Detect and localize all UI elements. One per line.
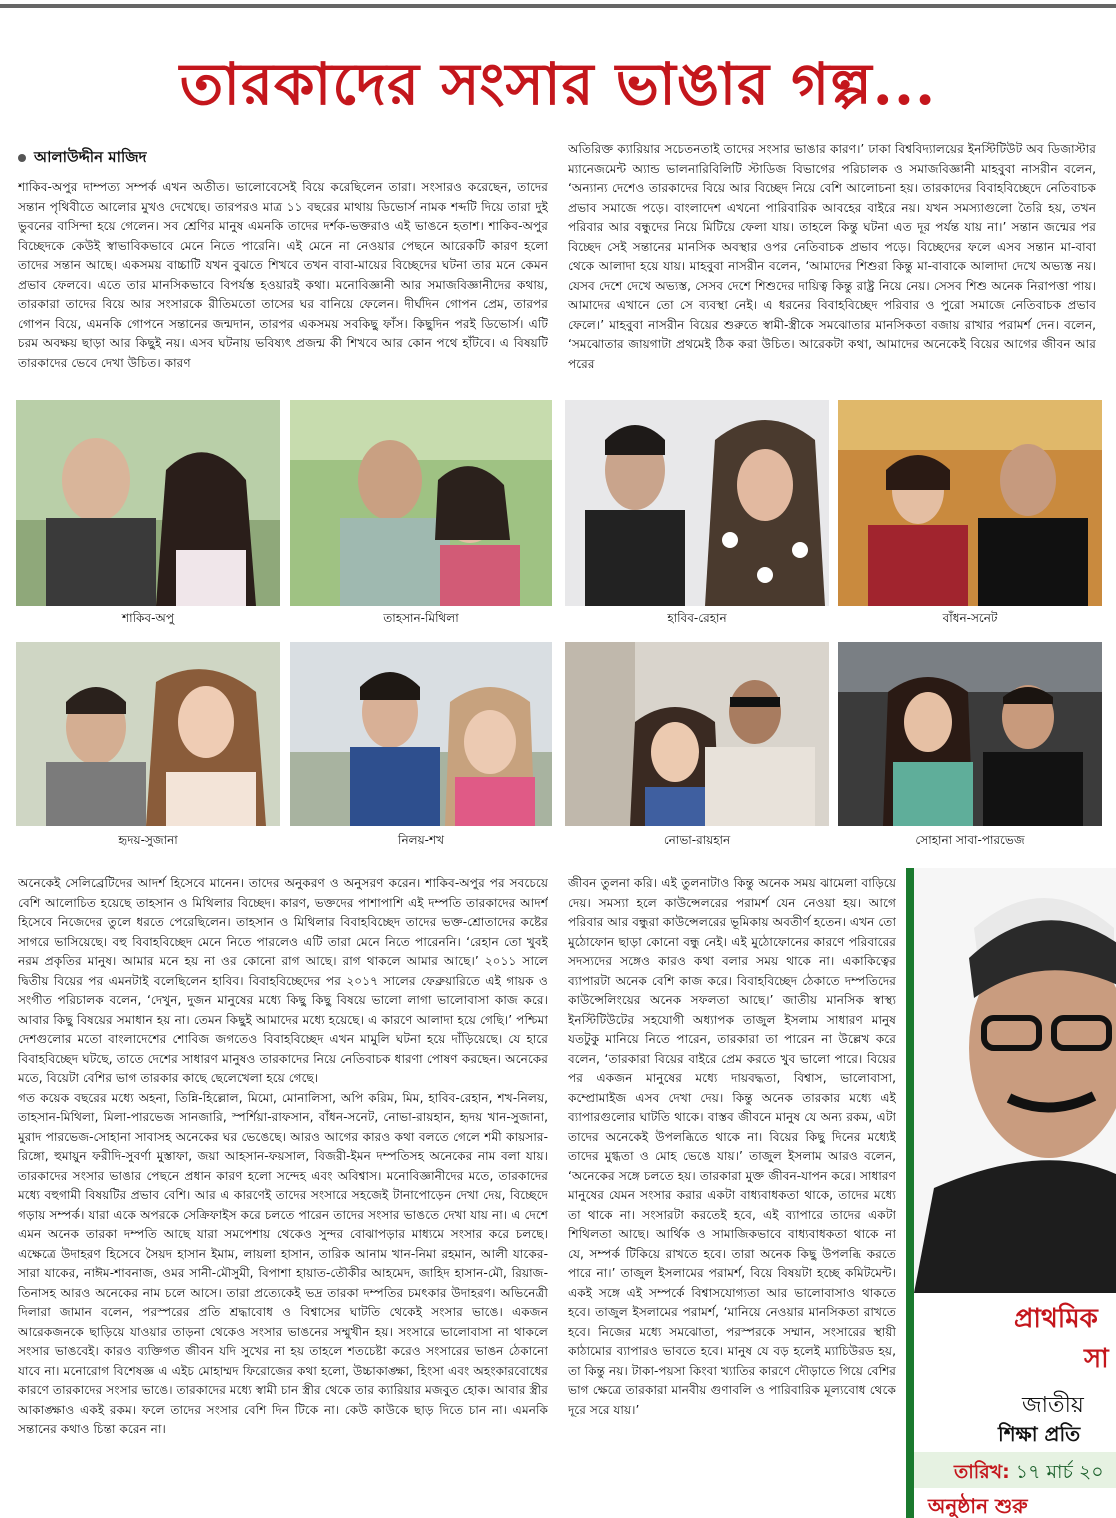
paragraph: জীবন তুলনা করি। এই তুলনাটাও কিন্তু অনেক সময় ঝামেলা বাড়িয়ে দেয়। সমস্যা হলে কাউন্সেলরের পরামর্শ যেন নেওয়া হয়। আগে পরিবার আর বন্ধুরা কাউন্সেলরের ভূমিকায় অবতীর্ণ হতেন। এখন তো মুঠোফোন ছাড়া কোনো বন্ধু নেই। এই মুঠোফোনের কারণে পরিবারের সদস্যদের সঙ্গেও কারও কথা বলার সময় থাকে না। একাকিত্বের ব্যাপারটা অনেক বেশি কাজ করে। বিবাহবিচ্ছেদ ঠেকাতে দম্পতিদের কাউন্সেলিংয়ের অনেক সফলতা আছে।’ জাতীয় মানসিক স্বাস্থ্য ইনস্টিটিউটের সহযোগী অধ্যাপক তাজুল ইসলাম সাধারণ মানুষ যতটুকু মানিয়ে নিতে পারেন, তারকারা তা পারেন না উল্লেখ করে বলেন, ‘তারকারা বিয়ের বাইরে প্রেম করতে খুব ভালো পারে। বিয়ের পর একজন মানুষের মধ্যে দায়বদ্ধতা, বিশ্বাস, ভালোবাসা, কম্প্রোমাইজ এসব দেখা দেয়। কিন্তু অনেক তারকার মধ্যে এই ব্যাপারগুলোর ঘাটতি থাকে। বাস্তব জীবনে মানুষ যে অন্য রকম, এটা তাদের অনেকেই উপলব্ধিতে থাকে না। বিয়ের কিছু দিনের মধ্যেই তাদের মুগ্ধতা ও মোহ ভেঙে যায়।’ তাজুল ইসলাম আরও বলেন, ‘অনেকের সঙ্গে চলতে হয়। তারকারা মুক্ত জীবন-যাপন করে। সাধারণ মানুষের যেমন সংসার করার একটা বাধ্যবাধকতা থাকে, তাদের মধ্যে তা থাকে না। সংসারটা করতেই হবে, এই ব্যাপারে তাদের একটা শিথিলতা আছে। আর্থিক ও সামাজিকভাবে বাধ্যবাধকতা থাকে না যে, সম্পর্ক টিকিয়ে রাখতে হবে। তারা অনেক কিছু উপলব্ধি করতে পারে না।’ তাজুল ইসলামের পরামর্শ, বিয়ে বিষয়টা হচ্ছে কমিটমেন্ট। একই সঙ্গে এই সম্পর্কে বিশ্বাসযোগ্যতা আর ভালোবাসাও থাকতে হবে। তাজুল ইসলামের পরামর্শ, ‘মানিয়ে নেওয়ার মানসিকতা রাখতে হবে। নিজের মধ্যে সমঝোতা, পরস্পরকে সম্মান, সংসারের স্থায়ী কাঠামোর ব্যাপারও ভাবতে হবে। মানুষ যে বড় হলেই ম্যাচিউরড হয়, তা কিন্তু নয়। টাকা-পয়সা কিংবা খ্যাতির কারণে দৌড়াতে গিয়ে বেশির ভাগ ক্ষেত্রে তারকারা মানবীয় গুণাবলি ও পারিবারিক মূল্যবোধ থেকে দূরে সরে যায়।’ <box>568 876 896 1417</box>
ad-date <box>954 1458 1104 1490</box>
ad-subtitle-line2: শিক্ষা প্রতি <box>998 1422 1081 1446</box>
paragraph: শাকিব-অপুর দাম্পত্য সম্পর্ক এখন অতীত। ভালোবেসেই বিয়ে করেছিলেন তারা। সংসারও করেছেন, তাদের সন্তান পৃথিবীতে আলোর মুখও দেখেছে। তারপরও মাত্র ১১ বছরের মাথায় ডিভোর্স নামক শব্দটি দিয়ে তারা দুই ভুবনের বাসিন্দা হয়ে গেলেন। সব শ্রেণির মানুষ এমনকি তাদের দর্শক-ভক্তরাও এই ভাঙনে হতাশ। শাকিব-অপুর বিচ্ছেদকে কেউই স্বাভাবিকভাবে মেনে নিতে পারেনি। এই মেনে না নেওয়ার পেছনে আরেকটি কারণ হলো তাদের সন্তান আছে। একসময় বাচ্চাটি যখন বুঝতে শিখবে তখন বাবা-মায়ের বিচ্ছেদের ঘটনা তার মনে কেমন প্রভাব ফেলবে। এতে তার মানসিকভাবে বিপর্যস্ত হওয়ারই কথা। মনোবিজ্ঞানী আর সমাজবিজ্ঞানীদের কথায়, তারকারা তাদের বিয়ে আর সংসারকে রীতিমতো তাসের ঘর বানিয়ে ফেলেন। দীর্ঘদিন গোপন প্রেম, তারপর গোপন বিয়ে, এমনকি গোপনে সন্তানের জন্মদান, তারপর একসময় সবকিছু ফাঁস। কিছুদিন পরই ডিভোর্স। এটি চরম অবক্ষয় ছাড়া আর কিছুই নয়। এসব ঘটনায় ভবিষ্যৎ প্রজন্ম কী শিখবে আর কোন পথে হাঁটবে। এ বিষয়টি তারকাদের ভেবে দেখা উচিত। কারণ <box>18 180 548 370</box>
paragraph: গত কয়েক বছরের মধ্যে অহনা, তিন্নি-হিল্লোল, মিমো, মোনালিসা, অপি করিম, মিম, হাবিব-রেহান, শখ-নিলয়, তাহসান-মিথিলা, মিলা-পারভেজ সানজারি, স্পর্শিয়া-রাফসান, বাঁধন-সনেট, নোভা-রায়হান, হৃদয় খান-সুজানা, মুরাদ পারভেজ-সোহানা সাবাসহ অনেকের ঘর ভেঙেছে। আরও আগের কারও কথা বলতে গেলে শমী কায়সার-রিঙ্গো, হুমায়ুন ফরীদি-সুবর্ণা মুস্তাফা, জয়া আহসান-ফয়সাল, বিজরী-ইমন দম্পতিসহ অনেকের নাম বলা যায়। তারকাদের সংসার ভাঙার পেছনে প্রধান কারণ হলো সন্দেহ এবং অবিশ্বাস। মনোবিজ্ঞানীদের মতে, তারকাদের মধ্যে বহুগামী বিষয়টির প্রভাব বেশি। আর এ কারণেই তাদের সংসারে সহজেই টানাপোড়েন দেখা দেয়, বিচ্ছেদে গড়ায় সম্পর্ক। যারা একে অপরকে সেক্রিফাইস করে চলতে পারেন তাদের সংসার ভাঙতে দেখা যায় না। এ দেশে এমন অনেক তারকা দম্পতি আছে যারা সমপেশায় থেকেও সুন্দর বোঝাপড়ার মাধ্যমে সংসার করে চলছে। এক্ষেত্রে উদাহরণ হিসেবে সৈয়দ হাসান ইমাম, লায়লা হাসান, তারিক আনাম খান-নিমা রহমান, আলী যাকের-সারা যাকের, নাঈম-শাবনাজ, ওমর সানী-মৌসুমী, বিপাশা হায়াত-তৌকীর আহমেদ, জাহিদ হাসান-মৌ, রিয়াজ-তিনাসহ আরও অনেকের নাম চলে আসে। তারা প্রত্যেকেই ভদ্র তারকা দম্পতির চমৎকার উদাহরণ। অভিনেত্রী দিলারা জামান বলেন, পরস্পরের প্রতি শ্রদ্ধাবোধ ও বিশ্বাসের ঘাটতি থেকেই সংসার ভাঙে। একজন আরেকজনকে ছাড়িয়ে যাওয়ার তাড়না থেকেও সংসার ভাঙনের সম্মুখীন হয়। সংসারে ভালোবাসা না থাকলে সংসার ভাঙবেই। কারও ব্যক্তিগত জীবন যদি সুখের না হয় তাহলে শতচেষ্টা করেও সংসারের ভাঙন ঠেকানো যাবে না। মনোরোগ বিশেষজ্ঞ এ এইচ মোহাম্মদ ফিরোজের কথা হলো, উচ্চাকাঙ্ক্ষা, হিংসা এবং অহংকারবোধের কারণে তারকাদের সংসার ভাঙে। তারকাদের মধ্যে স্বামী চান স্ত্রীর থেকে তার ক্যারিয়ার মজবুত হোক। আবার স্ত্রীর আকাঙ্ক্ষাও একই রকম। ফলে তাদের সংসার বেশি দিন টিকে না। কেউ কাউকে ছাড় দিতে চান না। এমনকি সন্তানের কথাও চিন্তা করেন না। <box>18 1090 548 1436</box>
ad-title-line1: প্রাথমিক <box>1014 1304 1098 1334</box>
caption: বাঁধন-সনেট <box>942 611 998 625</box>
photo-niloy-shokh <box>290 642 552 826</box>
ad-subtitle-line1: জাতীয় <box>1022 1393 1084 1418</box>
author-name: আলাউদ্দীন মাজিদ <box>34 148 147 166</box>
photo-habib-rehan <box>565 400 829 606</box>
column-1-bottom <box>18 874 548 1514</box>
ad-portrait <box>914 868 1116 1293</box>
photo-hridoy-sujana <box>16 642 280 826</box>
ad-date-label: তারিখ: <box>954 1461 1010 1483</box>
advertisement <box>906 868 1116 1518</box>
paragraph: অনেকেই সেলিব্রেটিদের আদর্শ হিসেবে মানেন। তাদের অনুকরণ ও অনুসরণ করেন। শাকিব-অপুর পর সবচেয়ে বেশি আলোচিত হয়েছে তাহসান ও মিথিলার বিচ্ছেদ। কারণ, ভক্তদের পাশাপাশি এই দম্পতি তারকাদের আদর্শ হিসেবে নিজেদের তুলে ধরতে পেরেছিলেন। তাহসান ও মিথিলার বিবাহবিচ্ছেদ তাদের ভক্ত-শ্রোতাদের কষ্টের সাগরে ভাসিয়েছে। বহু বিবাহবিচ্ছেদ মেনে নিতে পারলেও এটি তারা মেনে নিতে পারেননি। ‘রেহান তো খুবই নরম প্রকৃতির মানুষ। আমার মনে হয় না ওর কোনো রাগ আছে। রাগ থাকলে আমার আছে।’ ২০১১ সালে দ্বিতীয় বিয়ের পর এমনটাই বলেছিলেন হাবিব। বিবাহবিচ্ছেদের পর ২০১৭ সালের ফেব্রুয়ারিতে এই গায়ক ও সংগীত পরিচালক বলেন, ‘দেখুন, দুজন মানুষের মধ্যে কিছু কিছু বিষয়ে ভালো লাগা ভালোবাসা কাজ করে। আবার কিছু বিষয়ের সমাধান হয় না। তেমন কিছুই আমাদের মধ্যে হয়েছে। এ কারণে আলাদা হয়ে গেছি।’ পশ্চিমা দেশগুলোর মতো বাংলাদেশের শোবিজ জগতেও বিবাহবিচ্ছেদ এখন মামুলি ঘটনা হয়ে দাঁড়িয়েছে। যে হারে বিবাহবিচ্ছেদ ঘটছে, তাতে দেশের সাধারণ মানুষও তারকাদের নিয়ে নেতিবাচক ধারণা পোষণ করছেন। অনেকের মতে, বিয়েটা বেশির ভাগ তারকার কাছে ছেলেখেলা হয়ে গেছে। <box>18 876 548 1085</box>
ad-title-line2: সা <box>1084 1344 1109 1374</box>
photo-shakib-apu <box>16 400 280 606</box>
caption: হৃদয়-সুজানা <box>118 833 178 847</box>
ad-date-value: ১৭ মার্চ ২০ <box>1015 1461 1104 1483</box>
byline <box>18 146 147 171</box>
paragraph: অতিরিক্ত ক্যারিয়ার সচেতনতাই তাদের সংসার ভাঙার কারণ।’ ঢাকা বিশ্ববিদ্যালয়ের ইনস্টিটিউট অব ডিজাস্টার ম্যানেজমেন্ট অ্যান্ড ভালনারিবিলিটি স্টাডিজ বিভাগের পরিচালক ও সমাজবিজ্ঞানী মাহবুবা নাসরীন বলেন, ‘অন্যান্য দেশেও তারকাদের বিয়ে আর বিচ্ছেদ নিয়ে বেশি আলোচনা হয়। তারকাদের বিবাহবিচ্ছেদে নেতিবাচক প্রভাব সমাজে পড়ে। বাংলাদেশ এখনো পারিবারিক আবহের বাইরে নয়। যখন সমস্যাগুলো তৈরি হয়, তখন পরিবার আর বন্ধুদের নিয়ে মিটিয়ে ফেলা যায়। তাহলে কিন্তু ঘটনা এত দূর পর্যন্ত যায় না।’ সন্তান জন্মের পর বিচ্ছেদ সেই সন্তানের মানসিক অবস্থার ওপর নেতিবাচক প্রভাব পড়ে। বিচ্ছেদের ফলে এসব সন্তান মা-বাবা থেকে আলাদা হয়ে যায়। মাহবুবা নাসরীন বলেন, ‘আমাদের শিশুরা কিন্তু মা-বাবাকে আলাদা দেখে অভ্যস্ত নয়। যেসব দেশে দেখে অভ্যস্ত, সেসব দেশে শিশুদের দায়িত্ব কিন্তু রাষ্ট্র নিয়ে নেয়। সেসব শিশু অনেক নিরাপত্তা পায়। আমাদের এখানে তো সে ব্যবস্থা নেই। এ ধরনের বিবাহবিচ্ছেদ পরিবার ও পুরো সমাজে নেতিবাচক প্রভাব ফেলে।’ মাহবুবা নাসরীন বিয়ের শুরুতে স্বামী-স্ত্রীকে সমঝোতার মানসিকতা বজায় রাখার পরামর্শ দেন। বলেন, ‘সমঝোতার জায়গাটা প্রথমেই ঠিক করা উচিত। আরেকটা কথা, আমাদের অনেকেই বিয়ের আগের জীবন আর পরের <box>568 142 1096 371</box>
photo-tahsan-mithila <box>290 400 552 606</box>
photo-nova-rayhan <box>565 642 829 826</box>
ad-start-time: অনুষ্ঠান শুরু <box>928 1494 1028 1518</box>
caption: নিলয়-শখ <box>398 833 444 847</box>
caption: হাবিব-রেহান <box>667 611 727 625</box>
caption: নোভা-রায়হান <box>663 833 731 847</box>
bullet-icon <box>18 154 26 162</box>
column-1-top <box>18 178 548 394</box>
column-2-bottom <box>568 874 896 1514</box>
photo-sohana-saba-parvez <box>838 642 1102 826</box>
caption: শাকিব-অপু <box>122 611 174 625</box>
caption: সোহানা সাবা-পারভেজ <box>915 833 1025 847</box>
photo-badhon-sonet <box>838 400 1102 606</box>
caption: তাহসান-মিথিলা <box>383 611 459 625</box>
top-rule <box>0 4 1116 8</box>
headline: তারকাদের সংসার ভাঙার গল্প... <box>179 50 937 118</box>
column-2-top <box>568 140 1096 394</box>
